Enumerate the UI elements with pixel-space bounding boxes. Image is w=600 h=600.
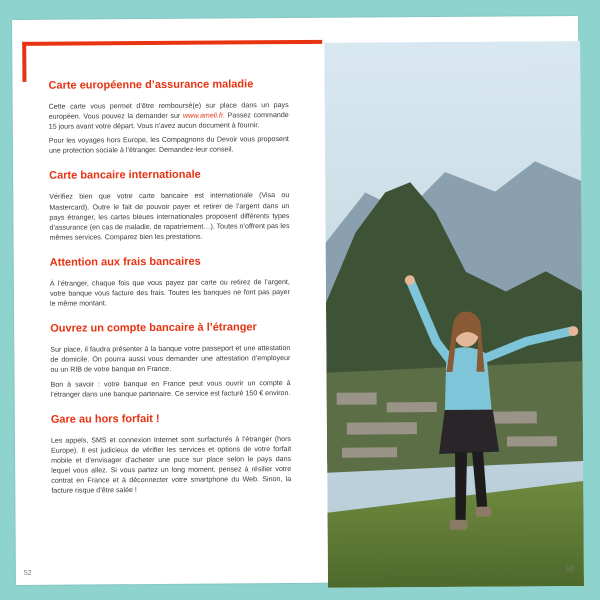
page-number-right: 53: [566, 566, 574, 574]
paragraph: [49, 100, 289, 132]
page-number-left: 52: [23, 569, 32, 577]
paragraph: Les appels, SMS et connexion Internet sont surfacturés à l’étranger (hors Europe). Il est judicieux de vérifier les services et options de votre forfait mobile et d’envisager d’acheter une puce sur place selon le pays dans lequel vous allez. Si vous partez un long moment, pensez à résilier votre contrat en France et à déconnecter votre smartphone du Web. Sinon, la facture risque d’être salée !: [50, 434, 292, 495]
travel-photo: [324, 41, 584, 588]
section-heading: Attention aux frais bancaires: [49, 255, 201, 269]
section-heading: Carte européenne d’assurance maladie: [48, 78, 254, 92]
paragraph: Bon à savoir : votre banque en France peut vous ouvrir un compte à l’étranger dans une banque partenaire. Ce service est facturé 150 € environ.: [50, 378, 291, 399]
paragraph-text: Cette carte vous permet d’être remboursé(e) sur place dans un pays européen. Vous pouvez la demander sur: [48, 101, 289, 121]
section-foreign-account: [50, 321, 291, 399]
section-bank-fees: [50, 255, 290, 309]
brochure-page: [12, 16, 582, 585]
paragraph: À l’étranger, chaque fois que vous payez par carte ou retirez de l’argent, votre banque vous facture des frais. Toutes les banques ne font pas payer le même montant.: [49, 277, 290, 308]
section-roaming: [51, 412, 292, 496]
section-heading: Carte bancaire internationale: [49, 169, 201, 183]
text-column: [48, 78, 291, 510]
ameli-link[interactable]: www.ameli.fr.: [182, 111, 225, 120]
section-ehic: [48, 78, 289, 156]
section-heading: Gare au hors forfait !: [50, 412, 160, 426]
red-corner-accent: [22, 40, 322, 82]
paragraph: Vérifiez bien que votre carte bancaire est internationale (Visa ou Mastercard). Outre le fait de pouvoir payer et retirer de l’argent dans un pays étranger, les cartes bleues internationales proposent différents types d’assurance (en cas de maladie, de rapatriement…). Toutes n’offrent pas les mêmes services. Comparez bien les prestations.: [49, 191, 290, 242]
paragraph: Pour les voyages hors Europe, les Compagnons du Devoir vous proposent une protection sociale à l’étranger. Demandez-leur conseil.: [48, 135, 289, 156]
section-heading: Ouvrez un compte bancaire à l’étranger: [50, 321, 257, 335]
paragraph-text: Passez commande 15 jours avant votre départ. Vous n’avez aucun document à fournir.: [48, 111, 289, 131]
paragraph: Sur place, il faudra présenter à la banque votre passeport et une attestation de domicile. On pourra aussi vous demander une attestation d’employeur ou un RIB de votre banque en France.: [50, 344, 291, 375]
section-bank-card: [49, 169, 290, 243]
